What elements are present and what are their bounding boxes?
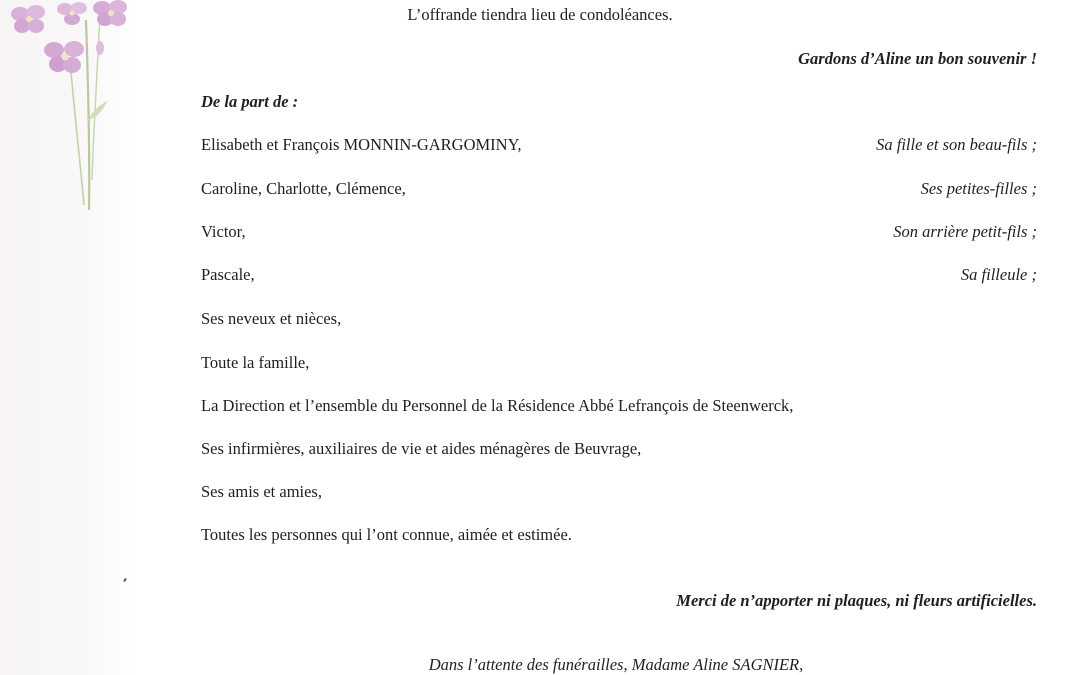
souvenir-text: Gardons d’Aline un bon souvenir ! [798, 49, 1037, 68]
family-relation: Ses petites-filles ; [920, 179, 1037, 198]
family-name: Pascale, [201, 265, 255, 284]
others-line: La Direction et l’ensemble du Personnel de la Résidence Abbé Lefrançois de Steenwerck, [201, 396, 794, 415]
others-line: Ses neveux et nièces, [201, 309, 342, 328]
attente-text: Dans l’attente des funérailles, Madame Aline SAGNIER, [428, 655, 804, 674]
others-line: Toutes les personnes qui l’ont connue, aimée et estimée. [201, 525, 572, 544]
family-name: Caroline, Charlotte, Clémence, [201, 179, 406, 198]
family-name: Victor, [201, 222, 246, 241]
others-line: Ses infirmières, auxiliaires de vie et aides ménagères de Beuvrage, [201, 439, 642, 458]
family-name: Elisabeth et François MONNIN-GARGOMINY, [201, 135, 522, 154]
merci-text: Merci de n’apporter ni plaques, ni fleurs artificielles. [676, 591, 1037, 610]
family-relation: Son arrière petit-fils ; [893, 222, 1037, 241]
family-relation: Sa fille et son beau-fils ; [876, 135, 1037, 154]
de-la-part-heading: De la part de : [201, 92, 299, 111]
violet-flowers-icon [0, 0, 140, 215]
others-line: Ses amis et amies, [201, 482, 322, 501]
others-line: Toute la famille, [201, 353, 310, 372]
offrande-text: L’offrande tiendra lieu de condoléances. [407, 5, 673, 24]
family-relation: Sa filleule ; [960, 265, 1037, 284]
